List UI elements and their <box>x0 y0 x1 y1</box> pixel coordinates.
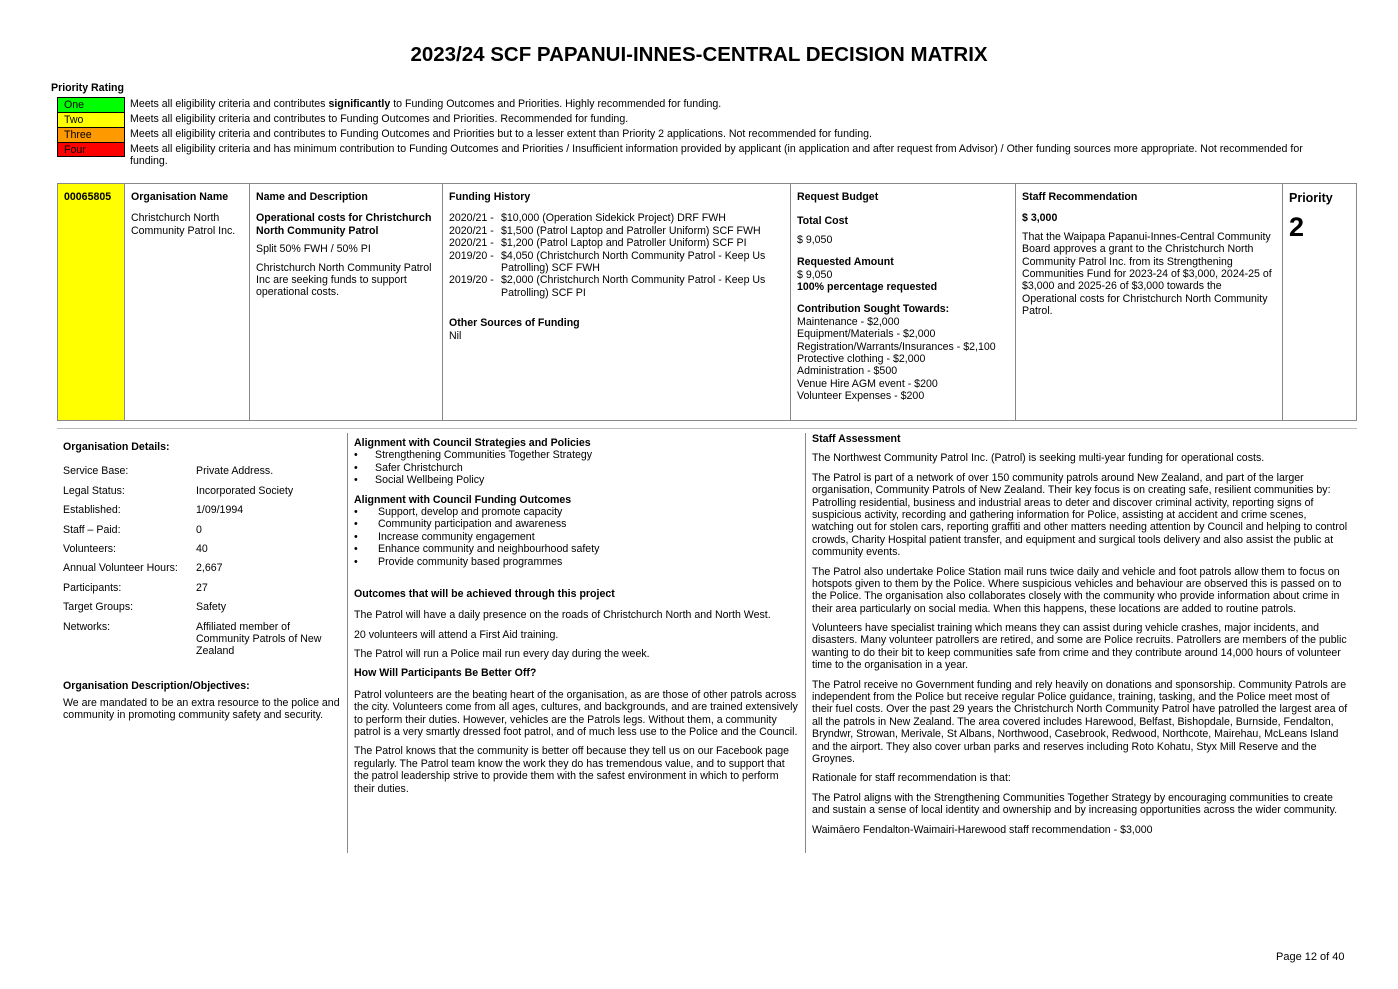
org-detail-key: Staff – Paid: <box>63 523 121 536</box>
priority-legend <box>57 97 1317 168</box>
achieved-heading: Outcomes that will be achieved through this project <box>354 587 615 600</box>
org-detail-key: Service Base: <box>63 465 129 478</box>
outcomes-heading: Alignment with Council Funding Outcomes <box>354 493 572 506</box>
request-budget-cell <box>791 184 1016 420</box>
funding-year: 2020/21 - <box>449 237 494 250</box>
funding-year: 2020/21 - <box>449 224 494 237</box>
achieved-item: The Patrol will run a Police mail run every day during the week. <box>354 648 650 661</box>
priority-swatch-three: Three <box>57 127 125 142</box>
org-detail-value: Affiliated member of Community Patrols of New Zealand <box>196 620 322 658</box>
outcome-item: • Provide community based programmes <box>354 556 799 568</box>
legend-desc-one-post: to Funding Outcomes and Priorities. Highly recommended for funding. <box>390 98 722 110</box>
priority-swatch-four: Four <box>57 142 125 157</box>
funding-year: 2020/21 - <box>449 212 494 225</box>
org-detail-row <box>63 504 341 516</box>
better-off-heading: How Will Participants Be Better Off? <box>354 667 537 680</box>
org-name-value: Christchurch North Community Patrol Inc. <box>131 212 236 237</box>
funding-split: Split 50% FWH / 50% PI <box>256 243 371 256</box>
requested-amount-label: Requested Amount <box>797 256 894 269</box>
org-detail-value: 2,667 <box>196 562 223 575</box>
organisation-details-panel <box>57 433 348 853</box>
org-detail-key: Established: <box>63 504 121 517</box>
org-detail-key: Networks: <box>63 620 111 633</box>
legend-desc-two: Meets all eligibility criteria and contributes to Funding Outcomes and Priorities. Recommended for funding. <box>130 113 629 125</box>
org-detail-row <box>63 562 341 574</box>
org-detail-value: 1/09/1994 <box>196 504 244 517</box>
total-cost-label: Total Cost <box>797 215 849 228</box>
org-detail-key: Annual Volunteer Hours: <box>63 562 178 575</box>
org-details-heading: Organisation Details: <box>63 441 170 453</box>
org-detail-key: Legal Status: <box>63 484 125 497</box>
priority-swatch-two: Two <box>57 112 125 127</box>
project-name: Operational costs for Christchurch North Community Patrol <box>256 212 432 237</box>
org-detail-value: 40 <box>196 542 208 555</box>
staff-recommendation-cell <box>1016 184 1283 420</box>
assessment-para: Volunteers have specialist training which means they can assist during vehicle crashes, major incidents, and disasters. Many volunteer patrollers are retired, and some are Police recruits. Patrollers are members of the public wanting to do their bit to keep communities safe from crime and they contribute around 14,000 hours of volunteer time to the organisation in a year. <box>812 622 1347 672</box>
outcome-item: • Increase community engagement <box>354 531 799 543</box>
legend-row-one <box>57 97 1317 112</box>
funding-history-row <box>449 274 784 299</box>
funding-detail: $1,500 (Patrol Laptop and Patroller Uniform) SCF FWH <box>501 224 761 237</box>
assessment-para: Waimāero Fendalton-Waimairi-Harewood staff recommendation - $3,000 <box>812 823 1153 836</box>
org-detail-row <box>63 465 341 477</box>
strategy-item: • Safer Christchurch <box>354 462 799 474</box>
funding-detail: $2,000 (Christchurch North Community Patrol - Keep Us Patrolling) SCF PI <box>501 274 766 299</box>
org-detail-value: Private Address. <box>196 465 274 478</box>
outcome-item: • Enhance community and neighbourhood safety <box>354 543 799 555</box>
percentage-requested: 100% percentage requested <box>797 280 938 293</box>
better-off-para: Patrol volunteers are the beating heart of the organisation, as are those of other patrols across the city. Volunteers come from all ages, cultures, and backgrounds, and are trained extensively to perform their duties. However, vehicles are the Patrols legs. Without them, a community patrol is a very smartly dressed foot patrol, and of much less use to the Police and the Council. <box>354 688 798 739</box>
org-name-cell <box>125 184 250 420</box>
funding-history-heading: Funding History <box>449 191 531 203</box>
contribution-item: Protective clothing - $2,000 <box>797 352 926 365</box>
outcome-item: • Community participation and awareness <box>354 518 799 530</box>
strategies-heading: Alignment with Council Strategies and Policies <box>354 437 591 449</box>
legend-desc-three: Meets all eligibility criteria and contributes to Funding Outcomes and Priorities but to a lesser extent than Priority 2 applications. Not recommended for funding. <box>130 128 872 140</box>
assessment-para: The Patrol is part of a network of over 150 community patrols around New Zealand, and part of the larger organisation, Community Patrols of New Zealand. Their key focus is on creating safe, resilient communities by: Patrolling residential, business and industrial areas to deter and discover criminal activity, reporting signs of suspicious activity, recording and gathering information for Police, assisting at accident and crime scenes, watching out for stolen cars, reporting graffiti and other matters needing attention by Council and helping to control crowds, Charity Hospital patient transfer, and equipment and surgical tools delivery and also assist the public at community events. <box>812 471 1348 559</box>
org-detail-row <box>63 621 341 658</box>
contribution-item: Equipment/Materials - $2,000 <box>797 328 936 341</box>
requested-amount-value: $ 9,050 <box>797 268 833 281</box>
other-funding-heading: Other Sources of Funding <box>449 317 580 330</box>
alignment-outcomes-panel <box>348 433 806 853</box>
recommended-amount: $ 3,000 <box>1022 212 1058 225</box>
other-funding-value: Nil <box>449 329 462 342</box>
funding-history-row <box>449 250 784 275</box>
assessment-para: The Patrol also undertake Police Station mail runs twice daily and vehicle and foot patrols allow them to focus on hotspots given to them by the Police. Where suspicious vehicles and behaviour are observed this is passed on to the Police. The organisation also collaborates closely with the community who provide information about crime in their area particularly on social media. When this happens, these locations are added to routine patrols. <box>812 565 1342 615</box>
recommendation-text: That the Waipapa Papanui-Innes-Central Community Board approves a grant to the Christchurch North Community Patrol Inc. from its Strengthening Communities Fund for 2023-24 of $3,000, 2024-25 of $3,000 and 2025-26 of $3,000 towards the Operational costs for Christchurch North Community Patrol. <box>1022 230 1272 318</box>
priority-cell <box>1283 184 1356 420</box>
name-description-heading: Name and Description <box>256 191 368 203</box>
staff-assessment-panel <box>806 433 1357 853</box>
staff-recommendation-heading: Staff Recommendation <box>1022 191 1138 203</box>
achieved-item: 20 volunteers will attend a First Aid training. <box>354 628 559 641</box>
org-detail-key: Participants: <box>63 581 122 594</box>
legend-desc-one-pre: Meets all eligibility criteria and contributes <box>130 98 329 110</box>
org-description: We are mandated to be an extra resource to the police and community in promoting community safety and security. <box>63 697 340 722</box>
contribution-heading: Contribution Sought Towards: <box>797 303 950 316</box>
org-detail-row <box>63 543 341 555</box>
contribution-item: Maintenance - $2,000 <box>797 315 900 328</box>
outcomes-list <box>354 506 799 568</box>
org-detail-row <box>63 601 341 613</box>
page-title: 2023/24 SCF PAPANUI-INNES-CENTRAL DECISION MATRIX <box>410 43 988 66</box>
org-detail-key: Target Groups: <box>63 601 134 614</box>
funding-detail: $1,200 (Patrol Laptop and Patroller Uniform) SCF PI <box>501 237 747 250</box>
contribution-item: Volunteer Expenses - $200 <box>797 390 925 403</box>
request-budget-heading: Request Budget <box>797 191 879 203</box>
legend-row-three <box>57 127 1317 142</box>
funding-detail: $10,000 (Operation Sidekick Project) DRF FWH <box>501 212 726 225</box>
contribution-item: Registration/Warrants/Insurances - $2,100 <box>797 340 996 353</box>
org-detail-value: Safety <box>196 601 227 614</box>
project-description: Christchurch North Community Patrol Inc are seeking funds to support operational costs. <box>256 261 432 299</box>
total-cost-value: $ 9,050 <box>797 233 833 246</box>
strategy-item: • Social Wellbeing Policy <box>354 474 799 486</box>
section-divider <box>57 428 1357 429</box>
legend-desc-one <box>125 97 721 110</box>
org-detail-row <box>63 524 341 536</box>
legend-row-four <box>57 142 1317 168</box>
priority-heading: Priority <box>1289 191 1333 205</box>
org-detail-value: Incorporated Society <box>196 484 294 497</box>
page-number: Page 12 of 40 <box>1276 951 1345 963</box>
assessment-para: The Patrol receive no Government funding and rely heavily on donations and sponsorship. Community Patrols are independent from the Police but receive regular Police guidance, training, tasking, and the Police meet most of their fuel costs. Over the past 29 years the Christchurch North Community Patrol have patrolled the largest area of all the patrols in New Zealand. The area covered includes Harewood, Belfast, Bishopdale, Burnside, Fendalton, Bryndwr, Strowan, Merivale, St Albans, Northwood, Casebrook, Redwood, Northcote, Mairehau, McLeans Island and the airport. They also cover urban parks and reserves including Roto Kohatu, Styx Mill Reserve and the Groynes. <box>812 678 1348 765</box>
priority-value: 2 <box>1289 211 1305 242</box>
org-detail-row <box>63 582 341 594</box>
assessment-para: Rationale for staff recommendation is that: <box>812 772 1011 785</box>
contribution-item: Venue Hire AGM event - $200 <box>797 377 938 390</box>
better-off-para: The Patrol knows that the community is better off because they tell us on our Facebook page regularly. The Patrol team know the work they do has tremendous value, and to support that the patrol leadership strive to provide them with the safest environment in which to perform their duties. <box>354 745 789 795</box>
outcome-item: • Support, develop and promote capacity <box>354 506 799 518</box>
priority-swatch-one: One <box>57 97 125 112</box>
funding-year: 2019/20 - <box>449 274 494 287</box>
legend-desc-four: Meets all eligibility criteria and has minimum contribution to Funding Outcomes and Priorities / Insufficient information provided by applicant (in application and after request from Advisor) / Other funding sources more appropriate. Not recommended for funding. <box>130 143 1303 168</box>
priority-rating-heading: Priority Rating <box>51 82 124 94</box>
org-detail-value: 27 <box>196 581 208 594</box>
org-detail-row <box>63 485 341 497</box>
achieved-item: The Patrol will have a daily presence on the roads of Christchurch North and North West. <box>354 609 771 622</box>
name-description-cell <box>250 184 443 420</box>
decision-matrix-row <box>57 183 1357 421</box>
staff-assessment-heading: Staff Assessment <box>812 433 901 445</box>
funding-detail: $4,050 (Christchurch North Community Patrol - Keep Us Patrolling) SCF FWH <box>501 249 766 274</box>
funding-history-row <box>449 225 784 237</box>
funding-year: 2019/20 - <box>449 249 494 262</box>
org-description-heading: Organisation Description/Objectives: <box>63 679 250 692</box>
org-detail-key: Volunteers: <box>63 542 117 555</box>
contribution-item: Administration - $500 <box>797 365 898 378</box>
legend-row-two <box>57 112 1317 127</box>
org-detail-value: 0 <box>196 523 202 536</box>
funding-history-row <box>449 212 784 224</box>
strategy-item: • Strengthening Communities Together Strategy <box>354 449 799 461</box>
legend-desc-one-bold: significantly <box>328 98 391 110</box>
application-id: 00065805 <box>58 184 125 420</box>
funding-history-row <box>449 237 784 249</box>
funding-history-cell <box>443 184 791 420</box>
org-name-heading: Organisation Name <box>131 191 229 203</box>
assessment-para: The Patrol aligns with the Strengthening Communities Together Strategy by encouraging communities to create and sustain a sense of local identity and ownership and by increasing opportunities across the wider community. <box>812 791 1338 817</box>
assessment-para: The Northwest Community Patrol Inc. (Patrol) is seeking multi-year funding for operational costs. <box>812 452 1265 465</box>
strategies-list <box>354 449 799 486</box>
